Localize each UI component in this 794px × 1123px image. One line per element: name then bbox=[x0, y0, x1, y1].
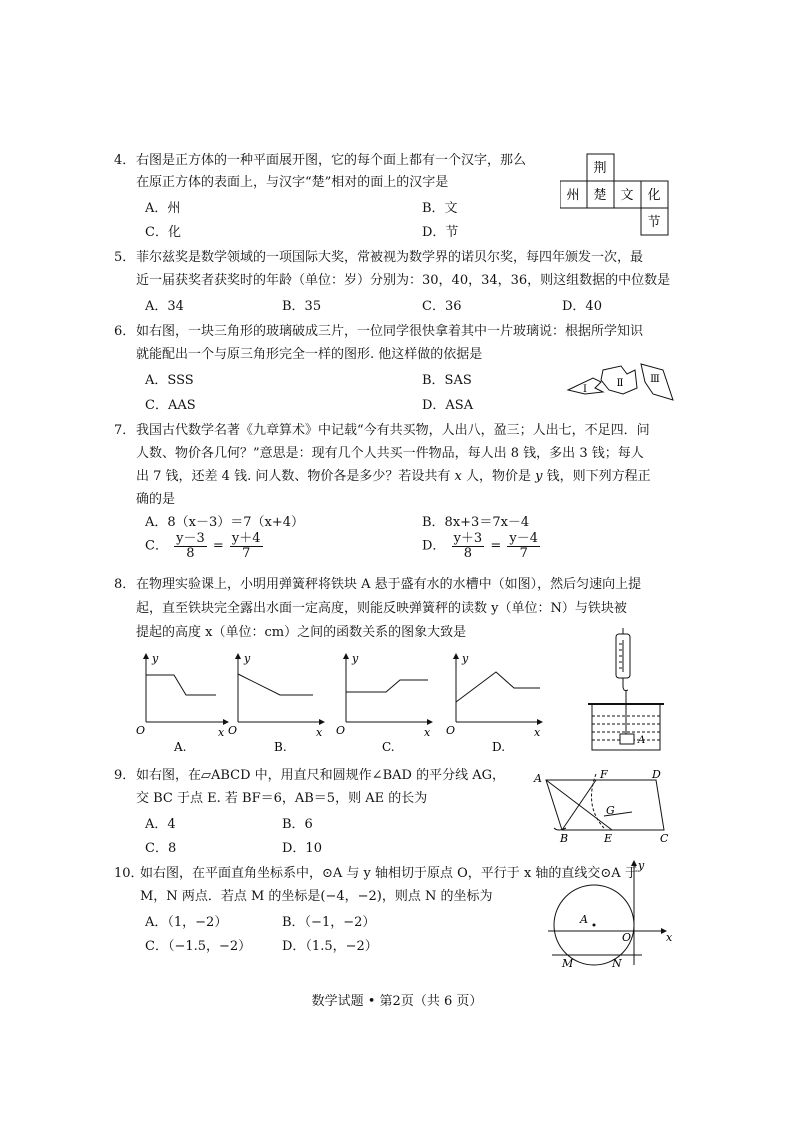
glass-piece-2: Ⅱ bbox=[616, 378, 624, 389]
q4-number: 4． bbox=[114, 153, 136, 168]
glass-piece-3: Ⅲ bbox=[650, 374, 660, 385]
graph-d-label: D. bbox=[492, 740, 506, 754]
q9-number: 9． bbox=[114, 768, 136, 783]
q10-text-line1: 如右图，在平面直角坐标系中，⊙A 与 y 轴相切于原点 O，平行于 x 轴的直线交⊙A 于 bbox=[140, 866, 638, 881]
q8-graphs bbox=[128, 650, 548, 755]
graph-b bbox=[238, 654, 324, 722]
graph-b-origin: O bbox=[228, 724, 238, 737]
net-cell-wen: 文 bbox=[620, 188, 634, 203]
q5-option-d: D．40 bbox=[562, 299, 602, 314]
q6-option-b: B．SAS bbox=[422, 373, 472, 388]
q4-option-d: D．节 bbox=[422, 225, 459, 240]
q7-text-line1: 我国古代数学名著《九章算术》中记载“今有共买物，人出八，盈三；人出七，不足四．问 bbox=[136, 423, 650, 438]
axis-y-label: y bbox=[638, 859, 645, 872]
q4-option-c: C．化 bbox=[145, 225, 181, 240]
q6-option-c: C．AAS bbox=[145, 398, 196, 413]
net-cell-jie: 节 bbox=[647, 215, 661, 230]
graph-c-origin: O bbox=[336, 724, 346, 737]
net-cell-zhou: 州 bbox=[566, 188, 580, 203]
graph-a-origin: O bbox=[136, 724, 146, 737]
q5-text-line1: 菲尔兹奖是数学领域的一项国际大奖，常被视为数学界的诺贝尔奖，每四年颁发一次，最 bbox=[136, 250, 644, 265]
q7-option-c: C． $\frac{y-3}{8}$ = $\frac{y+4}{7}$ bbox=[145, 531, 261, 561]
point-g-label: G bbox=[606, 804, 615, 817]
net-cell-hua: 化 bbox=[647, 188, 661, 203]
graph-a-label: A. bbox=[174, 740, 187, 754]
q5-option-a: A．34 bbox=[145, 299, 184, 314]
q10-option-b: B．（−1，−2） bbox=[282, 915, 376, 930]
q9-text-line2: 交 BC 于点 E. 若 BF＝6，AB＝5，则 AE 的长为 bbox=[136, 791, 428, 806]
q6-text-line1: 如右图，一块三角形的玻璃破成三片，一位同学很快拿着其中一片玻璃说：根据所学知识 bbox=[136, 324, 644, 339]
q5-number: 5． bbox=[114, 250, 136, 265]
point-c-label: C bbox=[660, 832, 669, 845]
graph-a-x-label: x bbox=[218, 726, 225, 739]
q10-number: 10． bbox=[114, 866, 144, 881]
q7-text-line3: 出 7 钱，还差 4 钱. 问人数、物价各是多少？若设共有 x 人，物价是 y 钱，则下列方程正 bbox=[136, 469, 651, 484]
q8-number: 8． bbox=[114, 577, 136, 592]
graph-d bbox=[456, 654, 542, 722]
graph-d-y-label: y bbox=[462, 652, 469, 665]
q6-number: 6． bbox=[114, 324, 136, 339]
origin-o-label: O bbox=[622, 931, 632, 944]
point-n-label: N bbox=[612, 957, 622, 970]
graph-d-x-label: x bbox=[534, 726, 541, 739]
cube-net-figure bbox=[560, 152, 672, 242]
graph-c-y-label: y bbox=[352, 652, 359, 665]
q4-text-line2: 在原正方体的表面上，与汉字“楚”相对的面上的汉字是 bbox=[136, 175, 449, 190]
center-a-label: A bbox=[580, 913, 588, 926]
q8-text-line2: 起，直至铁块完全露出水面一定高度，则能反映弹簧秤的读数 y（单位：N）与铁块被 bbox=[136, 601, 627, 616]
graph-c bbox=[346, 654, 432, 722]
q5-option-b: B．35 bbox=[282, 299, 322, 314]
point-d-label: D bbox=[652, 768, 661, 781]
graph-b-y-label: y bbox=[244, 652, 251, 665]
q8-text-line1: 在物理实验课上，小明用弹簧秤将铁块 A 悬于盛有水的水槽中（如图），然后匀速向上提 bbox=[136, 577, 642, 592]
net-cell-chu: 楚 bbox=[593, 188, 607, 203]
point-m-label: M bbox=[562, 957, 574, 970]
q7-text-line4: 确的是 bbox=[136, 492, 176, 507]
q8-text-line3: 提起的高度 x（单位：cm）之间的函数关系的图象大致是 bbox=[136, 625, 467, 640]
q9-option-d: D．10 bbox=[282, 841, 322, 856]
q6-text-line2: 就能配出一个与原三角形完全一样的图形. 他这样做的依据是 bbox=[136, 347, 483, 362]
q7-option-a: A．8（x－3）＝7（x+4） bbox=[145, 515, 305, 530]
net-cell-jing: 荆 bbox=[593, 161, 607, 176]
q7-option-b: B．8x+3＝7x－4 bbox=[422, 515, 530, 530]
broken-glass-figure bbox=[565, 360, 677, 408]
q5-text-line2: 近一届获奖者获奖时的年龄（单位：岁）分别为：30，40，34，36，则这组数据的中位数是 bbox=[136, 273, 671, 288]
q10-text-line2: M，N 两点．若点 M 的坐标是(−4，−2)，则点 N 的坐标为 bbox=[140, 889, 493, 904]
q9-option-c: C．8 bbox=[145, 841, 177, 856]
q9-option-a: A．4 bbox=[145, 817, 176, 832]
axis-x-label: x bbox=[666, 931, 673, 944]
q6-option-d: D．ASA bbox=[422, 398, 474, 413]
q4-option-a: A．州 bbox=[145, 201, 181, 216]
point-e-label: E bbox=[604, 832, 613, 845]
graph-a-y-label: y bbox=[152, 652, 159, 665]
q7-number: 7． bbox=[114, 423, 136, 438]
q6-option-a: A．SSS bbox=[145, 373, 194, 388]
q10-option-a: A．（1，−2） bbox=[145, 915, 228, 930]
iron-block-label: A bbox=[638, 735, 646, 746]
q4-option-b: B．文 bbox=[422, 201, 458, 216]
q10-option-c: C．（−1.5，−2） bbox=[145, 939, 252, 954]
point-b-label: B bbox=[560, 832, 569, 845]
point-f-label: F bbox=[600, 768, 608, 781]
parallelogram-figure bbox=[532, 766, 682, 848]
graph-d-origin: O bbox=[446, 724, 456, 737]
q9-text-line1: 如右图，在▱ABCD 中，用直尺和圆规作∠BAD 的平分线 AG， bbox=[136, 768, 505, 783]
q7-option-d: D． $\frac{y+3}{8}$ = $\frac{y-4}{7}$ bbox=[422, 531, 539, 561]
point-a-label: A bbox=[534, 772, 542, 785]
graph-c-label: C. bbox=[382, 740, 395, 754]
page-footer: 数学试题 • 第2页（共 6 页） bbox=[311, 994, 483, 1009]
graph-a bbox=[146, 654, 228, 722]
graph-b-x-label: x bbox=[316, 726, 323, 739]
q5-option-c: C．36 bbox=[422, 299, 462, 314]
spring-scale-figure bbox=[588, 628, 668, 756]
q10-option-d: D．（1.5，−2） bbox=[282, 939, 378, 954]
glass-piece-1: Ⅰ bbox=[583, 384, 587, 395]
q4-text-line1: 右图是正方体的一种平面展开图，它的每个面上都有一个汉字，那么 bbox=[136, 153, 527, 168]
q7-text-line2: 人数、物价各几何？”意思是：现有几个人共买一件物品，每人出 8 钱，多出 3 钱；每人 bbox=[136, 446, 644, 461]
q9-option-b: B．6 bbox=[282, 817, 313, 832]
graph-c-x-label: x bbox=[424, 726, 431, 739]
circle-coordinate-figure bbox=[548, 855, 678, 970]
graph-b-label: B. bbox=[274, 740, 287, 754]
